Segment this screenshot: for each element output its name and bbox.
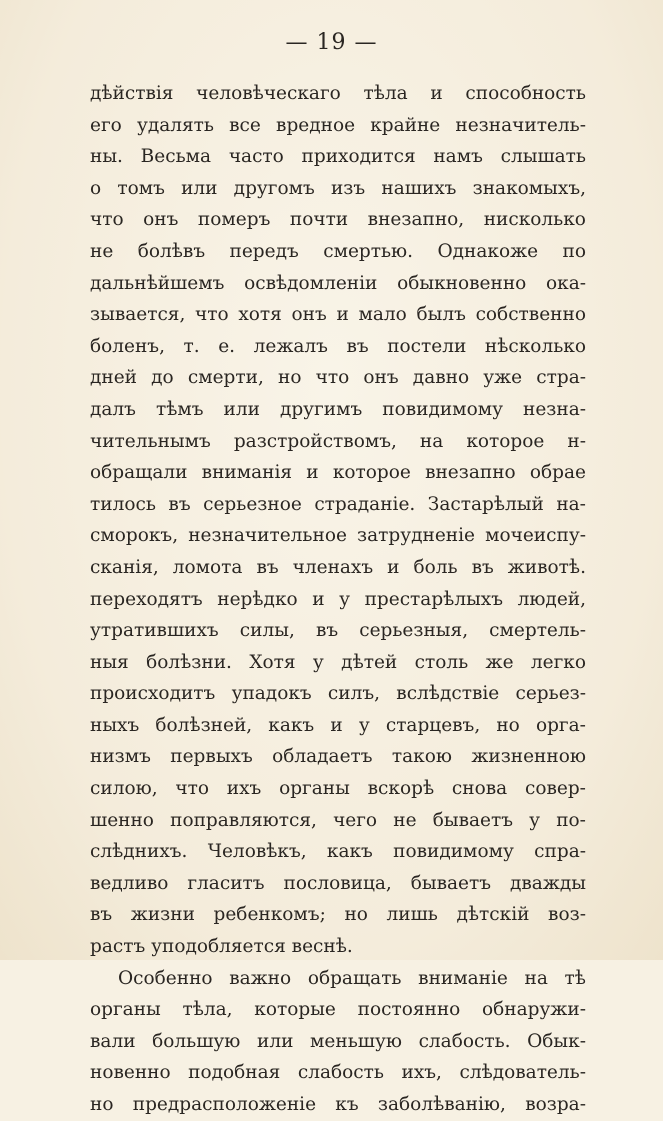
word: другомъ — [233, 177, 315, 199]
word: человѣческаго — [196, 83, 341, 104]
word: способность — [465, 83, 586, 104]
word: престарѣлыхъ — [364, 588, 504, 610]
word: тѣмъ — [155, 398, 204, 420]
word: у — [339, 588, 351, 610]
word: серьезныя, — [359, 620, 469, 642]
word: обрае — [529, 462, 586, 484]
word: переходятъ — [90, 588, 203, 610]
text-line — [90, 1089, 586, 1121]
word: бываетъ — [410, 872, 492, 894]
word: нисколько — [483, 209, 586, 231]
word: хотя — [238, 304, 282, 326]
text-line — [90, 710, 586, 742]
word: въ — [346, 335, 369, 357]
word: и — [336, 304, 349, 326]
word: до — [151, 367, 174, 389]
word: столь — [414, 651, 469, 673]
text-line — [90, 805, 586, 837]
word: слабость — [297, 1062, 384, 1084]
word: не — [90, 240, 114, 262]
text-line — [90, 268, 586, 300]
word: томъ — [117, 177, 165, 199]
word: крайне — [370, 114, 441, 136]
word: старцевъ, — [385, 714, 481, 736]
word: постели — [387, 335, 467, 357]
word: заболѣванію, — [377, 1094, 506, 1115]
word: постоянно — [357, 999, 461, 1021]
word: важно — [229, 967, 292, 989]
text-line — [90, 141, 586, 173]
word: ныя — [90, 651, 129, 673]
word: воз- — [548, 904, 586, 926]
text-line — [90, 741, 586, 773]
body-text — [90, 78, 586, 1121]
word: ны. — [90, 146, 123, 168]
word: вали — [90, 1030, 136, 1052]
word: чего — [333, 809, 378, 831]
word: повидимому — [382, 398, 503, 420]
word: органы — [279, 778, 350, 800]
word: на — [419, 430, 444, 452]
word: снова — [451, 778, 508, 800]
word: боленъ, — [90, 335, 165, 357]
word: слѣдователь- — [459, 1062, 586, 1084]
word: лежалъ — [253, 335, 328, 357]
word: обнаружи- — [482, 999, 586, 1021]
word: другимъ — [279, 398, 363, 420]
word: слѣднихъ. — [90, 841, 188, 863]
word: онъ — [143, 209, 179, 231]
word: и — [306, 462, 319, 484]
text-line — [90, 1026, 586, 1058]
word: тѣла, — [182, 999, 233, 1021]
word: ныхъ — [90, 714, 140, 736]
word: давно — [412, 367, 470, 389]
word: что — [315, 367, 350, 389]
text-line — [90, 773, 586, 805]
word: ломота — [172, 556, 243, 578]
word: Обык- — [527, 1030, 586, 1052]
word: ихъ, — [401, 1062, 442, 1084]
text-line — [90, 963, 586, 995]
word: обыкновенно — [397, 272, 527, 294]
word: померъ — [197, 209, 271, 231]
word: но — [496, 714, 520, 736]
word: чительнымъ — [90, 430, 211, 452]
text-line — [90, 899, 586, 931]
word: какъ — [268, 714, 315, 736]
word: боль — [413, 556, 458, 578]
word: дважды — [509, 872, 586, 894]
word: дѣтей — [341, 651, 398, 673]
text-line — [90, 584, 586, 616]
word: такою — [391, 746, 452, 768]
word: членахъ — [292, 556, 374, 578]
word: подобная — [188, 1062, 281, 1084]
word: обращать — [307, 967, 402, 989]
word: и — [330, 714, 343, 736]
word: смертель- — [489, 620, 586, 642]
text-line — [90, 362, 586, 394]
word: изъ — [330, 177, 366, 199]
word: Хотя — [249, 651, 296, 673]
word: слабость. — [418, 1030, 511, 1052]
word: низмъ — [90, 746, 151, 768]
word: возра- — [525, 1094, 586, 1115]
word: происходитъ — [90, 683, 216, 705]
word: смертью. — [323, 240, 414, 262]
word: вслѣдствіе — [396, 683, 500, 705]
text-line — [90, 1057, 586, 1089]
word: въ — [90, 904, 113, 926]
word: страданіе. — [314, 493, 416, 515]
word: но — [90, 1094, 114, 1115]
word: зывается, — [90, 304, 186, 326]
word: дѣтскій — [456, 904, 530, 926]
text-line — [90, 110, 586, 142]
word: сканія, — [90, 556, 159, 578]
word: къ — [335, 1094, 359, 1115]
word: животѣ. — [507, 556, 586, 578]
word: поправляются, — [170, 809, 317, 831]
word: людей, — [517, 588, 586, 610]
word: шенно — [90, 809, 154, 831]
word: обладаетъ — [272, 746, 373, 768]
word: нерѣдко — [217, 588, 298, 610]
word: совер- — [524, 778, 586, 800]
word: обращали — [90, 462, 188, 484]
word: часто — [228, 146, 284, 168]
word: его — [90, 114, 122, 136]
word: орга- — [535, 714, 586, 736]
text-line — [90, 204, 586, 236]
word: знакомыхъ, — [472, 177, 586, 199]
word: намъ — [433, 146, 483, 168]
text-line — [90, 457, 586, 489]
word: вредное — [276, 114, 356, 136]
word: въ — [471, 556, 494, 578]
word: въ — [168, 493, 191, 515]
word: но — [278, 367, 302, 389]
word: уже — [483, 367, 523, 389]
word: е. — [218, 335, 236, 357]
word: о — [90, 177, 102, 199]
word: ведливо — [90, 872, 169, 894]
word: или — [181, 177, 218, 199]
word: приходится — [301, 146, 416, 168]
text-line — [90, 615, 586, 647]
word: силъ, — [327, 683, 381, 705]
word: мочеиспу- — [485, 525, 586, 547]
word: серьез- — [515, 683, 586, 705]
word: сморокъ, — [90, 525, 179, 547]
word: Особенно — [118, 967, 213, 989]
word: ребенкомъ; — [213, 904, 326, 926]
word: незна- — [523, 398, 586, 420]
word: по- — [556, 809, 586, 831]
text-line — [90, 331, 586, 363]
word: болѣзни. — [146, 651, 232, 673]
word: пословица, — [283, 872, 392, 894]
word: и — [312, 588, 325, 610]
word: жизненною — [471, 746, 586, 768]
text-line — [90, 236, 586, 268]
word: вскорѣ — [367, 778, 435, 800]
word: что — [195, 304, 229, 326]
word: утратившихъ — [90, 620, 219, 642]
word: которое — [332, 462, 411, 484]
word: тѣ — [564, 967, 586, 989]
word: въ — [256, 556, 279, 578]
word: Застарѣлый — [427, 493, 544, 515]
word: дѣйствія — [90, 83, 174, 104]
word: почти — [289, 209, 349, 231]
word: нашихъ — [381, 177, 457, 199]
word: т. — [183, 335, 200, 357]
text-line — [90, 552, 586, 584]
word: у — [312, 651, 324, 673]
word: упадокъ — [231, 683, 312, 705]
text-line — [90, 994, 586, 1026]
word: у — [358, 714, 370, 736]
word: удалять — [136, 114, 214, 136]
word: н- — [567, 430, 586, 452]
word: передъ — [229, 240, 299, 262]
text-line — [90, 647, 586, 679]
word: новенно — [90, 1062, 171, 1084]
word: онъ — [363, 367, 399, 389]
text-line — [90, 426, 586, 458]
word: какъ — [326, 841, 373, 863]
word: лишь — [386, 904, 438, 926]
word: стра- — [536, 367, 586, 389]
word: ихъ — [226, 778, 262, 800]
page-number: — 19 — — [285, 30, 378, 55]
word: дальнѣйшемъ — [90, 272, 225, 294]
word: вниманіе — [418, 967, 508, 989]
word: и — [430, 83, 443, 104]
word: большую — [152, 1030, 241, 1052]
word: не — [393, 809, 417, 831]
word: органы — [90, 999, 161, 1021]
word: силы, — [239, 620, 295, 642]
text-line — [90, 678, 586, 710]
word: гласитъ — [187, 872, 265, 894]
word: Однакоже — [437, 240, 539, 262]
word: дней — [90, 367, 137, 389]
word: внезапно, — [367, 209, 465, 231]
word: мало — [358, 304, 407, 326]
word: жизни — [130, 904, 195, 926]
word: разстройствомъ, — [233, 430, 397, 452]
word: ока- — [546, 272, 586, 294]
word: легко — [530, 651, 586, 673]
word: или — [223, 398, 260, 420]
word: предрасположеніе — [132, 1094, 317, 1115]
word: все — [229, 114, 261, 136]
word: онъ — [291, 304, 327, 326]
text-line — [90, 173, 586, 205]
word: смерти, — [187, 367, 264, 389]
text-line — [90, 489, 586, 521]
word: незначитель- — [455, 114, 586, 136]
word: вниманія — [201, 462, 293, 484]
text-line — [90, 394, 586, 426]
word: Весьма — [140, 146, 212, 168]
word: на — [524, 967, 548, 989]
word: далъ — [90, 398, 136, 420]
text-line — [90, 78, 586, 110]
text-line — [90, 299, 586, 331]
word: Человѣкъ, — [207, 841, 307, 863]
word: но — [344, 904, 368, 926]
word: слышать — [500, 146, 586, 168]
word: тѣла — [363, 83, 408, 104]
word: которое — [466, 430, 545, 452]
word: былъ — [416, 304, 466, 326]
word: въ — [315, 620, 339, 642]
text-line — [90, 868, 586, 900]
word: повидимому — [393, 841, 514, 863]
word: болѣвъ — [137, 240, 206, 262]
word: спра- — [534, 841, 586, 863]
word: меньшую — [310, 1030, 402, 1052]
word: на- — [556, 493, 586, 515]
word: нѣсколько — [484, 335, 586, 357]
word: у — [529, 809, 541, 831]
word: тилось — [90, 493, 156, 515]
word: внезапно — [425, 462, 516, 484]
word: по — [562, 240, 586, 262]
word: серьезное — [203, 493, 302, 515]
word: силою, — [90, 778, 158, 800]
word: затрудненіе — [357, 525, 475, 547]
text-line — [90, 836, 586, 868]
word: и — [387, 556, 400, 578]
word: незначительное — [188, 525, 347, 547]
word: первыхъ — [170, 746, 253, 768]
word: освѣдомленіи — [244, 272, 378, 294]
word: бываетъ — [432, 809, 513, 831]
word: же — [485, 651, 514, 673]
word: или — [257, 1030, 294, 1052]
word: собственно — [475, 304, 586, 326]
text-line: растъ уподобляется веснѣ. — [90, 936, 353, 958]
text-line — [90, 520, 586, 552]
word: что — [175, 778, 209, 800]
word: которые — [254, 999, 336, 1021]
word: что — [90, 209, 124, 231]
word: болѣзней, — [155, 714, 253, 736]
